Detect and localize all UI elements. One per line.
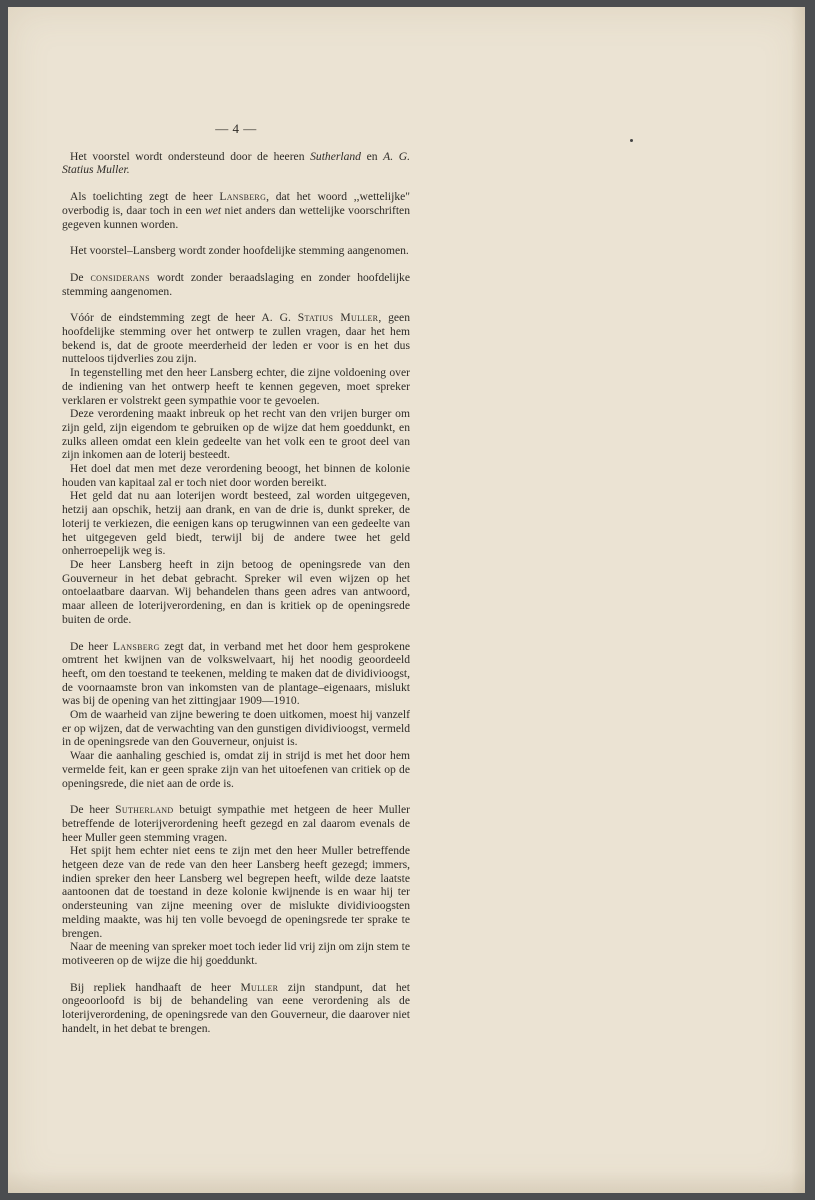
- text-run: , geen hoofdelijke stemming over het ontwerp te zullen vragen, daar het hem bekend is, dat de groote meerderheid der leden er voor is en het dus nutteloos tijdverlies zou zijn.: [62, 311, 410, 366]
- text-run: Het spijt hem echter niet eens te zijn met den heer Muller betreffende hetgeen deze van de rede van den heer Lansberg heeft gezegd; immers, indien spreker den heer Lansberg wel begrepen heeft, wilde deze laatste aantoonen dat de toestand in deze kolonie kwijnende is en waar hij ter ondersteuning van zijne meening over de mislukte dividivioogsten melding maakte, was hij ten volle bevoegd de openingsrede ter sprake te brengen.: [62, 844, 410, 940]
- paragraph-gap: [62, 231, 410, 244]
- paragraph-gap: [62, 298, 410, 311]
- text-run: wordt zonder beraadslaging en zonder hoofdelijke stemming aangenomen.: [62, 270, 411, 298]
- speaker-name: Statius Muller: [297, 311, 379, 325]
- text-run: , dat het woord ,,wettelijke" overbodig is, daar toch in een: [62, 190, 410, 217]
- text-run: zegt dat, in verband met het door hem gesprokene omtrent het kwijnen van de volkswelvaart, hij het noodig geoordeeld heeft, om den toestand te teekenen, melding te maken dat de dividivioogst, de voornaamste bron van inkomsten van de plantage–eigenaars, mislukt was bij de opening van het zittingjaar 1909—1910.: [62, 639, 411, 708]
- text-column: [62, 122, 410, 1035]
- speaker-name: Sutherland: [115, 803, 174, 817]
- paragraph: [62, 407, 410, 462]
- text-run: Deze verordening maakt inbreuk op het recht van den vrijen burger om zijn geld, zijn eigendom te gebruiken op de wijze dat hem goeddunkt, en zulks alleen omdat een klein gedeelte van het volk een te groot deel van zijn inkomen aan de loterij besteedt.: [62, 407, 410, 462]
- text-run: Het doel dat men met deze verordening beoogt, het binnen de kolonie houden van kapitaal zal er toch niet door worden bereikt.: [62, 462, 410, 489]
- text-run: De heer: [70, 639, 113, 653]
- text-run: en: [360, 149, 384, 163]
- paragraph-gap: [62, 968, 410, 981]
- paragraph: [62, 190, 410, 231]
- text-run: Het geld dat nu aan loterijen wordt besteed, zal worden uitgegeven, hetzij aan opschik, hetzij aan drank, en van de drie is, dunkt spreker, de loterij te verkiezen, die eenigen kans op terugwinnen van een gedeelte van het uitgegeven geld biedt, terwijl bij de andere twee het geld onherroepelijk weg is.: [62, 489, 410, 558]
- italic-name: A. G. Statius Muller.: [62, 149, 410, 177]
- speaker-name: Muller: [240, 980, 279, 994]
- text-run: Vóór de eindstemming zegt de heer A. G.: [70, 311, 298, 325]
- paragraph: [62, 366, 410, 407]
- ink-speck: [630, 139, 633, 142]
- paragraph-gap: [62, 258, 410, 271]
- paragraph-gap: [62, 177, 410, 190]
- paragraph: [62, 708, 410, 749]
- speaker-name: Lansberg: [112, 639, 160, 653]
- paragraph-gap: [62, 790, 410, 803]
- paragraph: [62, 844, 410, 940]
- paragraph: [62, 640, 410, 709]
- paragraph: [62, 244, 410, 258]
- text-run: betuigt sympathie met hetgeen de heer Muller betreffende de loterijverordening heeft gezegd en zal daarom evenals de heer Muller geen stemming vragen.: [62, 803, 410, 844]
- document-page: [8, 7, 805, 1193]
- text-run: Om de waarheid van zijne bewering te doen uitkomen, moest hij vanzelf er op wijzen, dat de verwachting van den gunstigen dividivioogst, vermeld in de openingsrede van den Gouverneur, onjuist is.: [62, 708, 410, 749]
- speaker-name: considerans: [90, 270, 150, 284]
- paragraph: [62, 311, 410, 366]
- paragraph: [62, 150, 410, 177]
- text-run: De: [70, 270, 91, 284]
- paragraph: [62, 940, 410, 967]
- paragraph: [62, 271, 410, 298]
- text-run: De heer: [70, 803, 116, 817]
- paragraph: [62, 749, 410, 790]
- page-number: — 4 —: [215, 121, 257, 136]
- document-body: [62, 150, 410, 1036]
- paragraph: [62, 803, 410, 844]
- text-run: Als toelichting zegt de heer: [70, 190, 220, 204]
- italic-name: Sutherland: [310, 149, 361, 163]
- text-run: De heer Lansberg heeft in zijn betoog de openingsrede van den Gouverneur in het debat gebracht. Spreker wil even wijzen op het ontoelaatbare daarvan. Wij behandelen thans geen adres van antwoord, maar alleen de loterijverordening, en dan is kritiek op de openingsrede buiten de orde.: [62, 557, 410, 626]
- speaker-name: Lansberg: [219, 190, 267, 204]
- text-run: Naar de meening van spreker moet toch ieder lid vrij zijn om zijn stem te motiveeren op de wijze die hij goeddunkt.: [62, 940, 410, 967]
- paragraph: [62, 462, 410, 489]
- paragraph-gap: [62, 627, 410, 640]
- page-bottom-shadow: [8, 1171, 805, 1193]
- text-run: Bij repliek handhaaft de heer: [70, 980, 241, 994]
- paragraph: [62, 489, 410, 558]
- text-run: zijn standpunt, dat het ongeoorloofd is bij de behandeling van eene verordening als de loterijverordening, de openingsrede van den Gouverneur, die daarover niet handelt, in het debat te brengen.: [62, 980, 410, 1035]
- paragraph: [62, 558, 410, 627]
- text-run: niet anders dan wettelijke voorschriften gegeven kunnen worden.: [62, 203, 410, 231]
- page-edge-shadow: [791, 7, 805, 1193]
- paragraph: [62, 981, 410, 1036]
- text-run: Het voorstel wordt ondersteund door de heeren: [70, 149, 311, 163]
- text-run: In tegenstelling met den heer Lansberg echter, die zijne voldoening over de indiening van het ontwerp heeft te kennen gegeven, moet spreker verklaren er volstrekt geen sympathie voor te gevoelen.: [62, 366, 410, 407]
- text-run: Waar die aanhaling geschied is, omdat zij in strijd is met het door hem vermelde feit, kan er geen sprake zijn van het uitoefenen van critiek op de openingsrede, die niet aan de orde is.: [62, 749, 410, 790]
- text-run: Het voorstel–Lansberg wordt zonder hoofdelijke stemming aangenomen.: [70, 244, 409, 258]
- italic-name: wet: [205, 203, 222, 217]
